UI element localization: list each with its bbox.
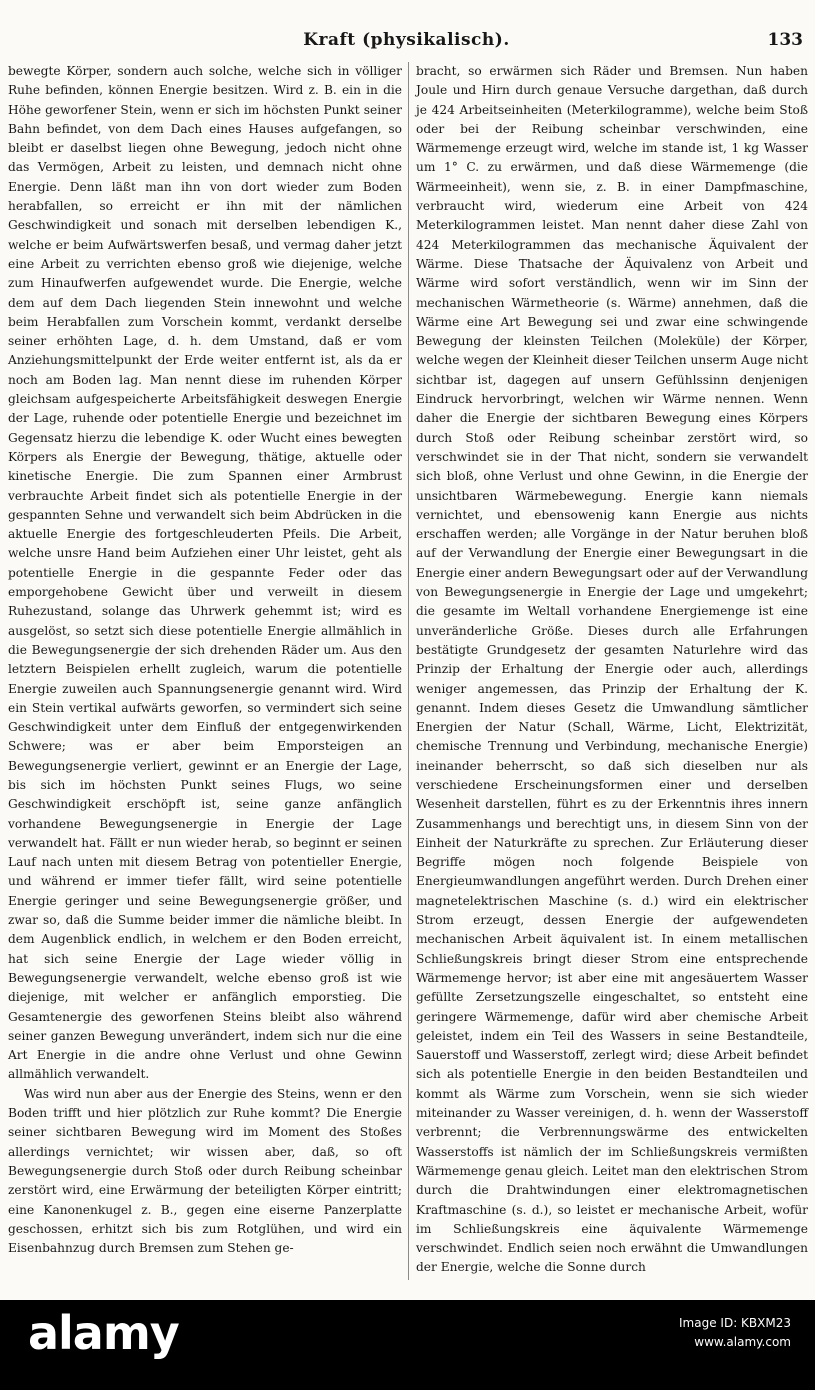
watermark-logo: alamy [28,1306,179,1360]
column-divider [408,62,409,1280]
paragraph: bracht, so erwärmen sich Räder und Bremsen. Nun haben Joule und Hirn durch genaue Versuche dargethan, daß durch je 424 Arbeitseinheiten (Meterkilogramme), welche beim Stoß oder bei der Reibung scheinbar verschwinden, eine Wärmemenge erzeugt wird, welche im stande ist, 1 kg Wasser um 1° C. zu erwärmen, und daß diese Wärmemenge (die Wärmeeinheit), wenn sie, z. B. in einer Dampfmaschine, verbraucht wird, wiederum eine Arbeit von 424 Meterkilogrammen leistet. Man nennt daher diese Zahl von 424 Meterkilogrammen das mechanische Äquivalent der Wärme. Diese Thatsache der Äquivalenz von Arbeit und Wärme wird sofort verständlich, wenn wir im Sinn der mechanischen Wärmetheorie (s. Wärme) annehmen, daß die Wärme eine Art Bewegung sei und zwar eine schwingende Bewegung der kleinsten Teilchen (Moleküle) der Körper, welche wegen der Kleinheit dieser Teilchen unserm Auge nicht sichtbar ist, dagegen auf unsern Gefühlssinn denjenigen Eindruck hervorbringt, welchen wir Wärme nennen. Wenn daher die Energie der sichtbaren Bewegung eines Körpers durch Stoß oder Reibung scheinbar zerstört wird, so verschwindet sie in der That nicht, sondern sie verwandelt sich bloß, ohne Verlust und ohne Gewinn, in die Energie der unsichtbaren Wärmebewegung. Energie kann niemals vernichtet, und ebensowenig kann Energie aus nichts erschaffen werden; alle Vorgänge in der Natur beruhen bloß auf der Verwandlung der Energie einer Bewegungsart in die Energie einer andern Bewegungsart oder auf der Verwandlung von Bewegungsenergie in Energie der Lage und umgekehrt; die gesamte im Weltall vorhandene Energiemenge ist eine unveränderliche Größe. Dieses durch alle Erfahrungen bestätigte Grundgesetz der gesamten Naturlehre wird das Prinzip der Erhaltung der Energie oder auch, allerdings weniger angemessen, das Prinzip der Erhaltung der K. genannt. Indem dieses Gesetz die Umwandlung sämtlicher Energien der Natur (Schall, Wärme, Licht, Elektrizität, chemische Trennung und Verbindung, mechanische Energie) ineinander beherrscht, so daß sich dieselben nur als verschiedene Erscheinungsformen einer und derselben Wesenheit darstellen, führt es zu der Erkenntnis ihres innern Zusammenhangs und berechtigt uns, in diesem Sinn von der Einheit der Naturkräfte zu sprechen. Zur Erläuterung dieser Begriffe mögen noch folgende Beispiele von Energieumwandlungen angeführt werden. Durch Drehen einer magnetelektrischen Maschine (s. d.) wird ein elektrischer Strom erzeugt, dessen Energie der aufgewendeten mechanischen Arbeit äquivalent ist. In einem metallischen Schließungskreis bringt dieser Strom eine entsprechende Wärmemenge hervor; ist aber eine mit angesäuertem Wasser gefüllte Zersetzungszelle eingeschaltet, so entsteht eine geringere Wärmemenge, dafür wird aber chemische Arbeit geleistet, indem ein Teil des Wassers in seine Bestandteile, Sauerstoff und Wasserstoff, zerlegt wird; diese Arbeit befindet sich als potentielle Energie in den beiden Bestandteilen und kommt als Wärme zum Vorschein, wenn sie sich wieder miteinander zu Wasser vereinigen, d. h. wenn der Wasserstoff verbrennt; die Verbrennungswärme des entwickelten Wasserstoffs ist nämlich der im Schließungskreis vermißten Wärmemenge genau gleich. Leitet man den elektrischen Strom durch die Drahtwindungen einer elektromagnetischen Kraftmaschine (s. d.), so leistet er mechanische Arbeit, wofür im Schließungskreis eine äquivalente Wärmemenge verschwindet. Endlich seien noch erwähnt die Umwandlungen der Energie, welche die Sonne durch [416,64,808,1275]
image-id: Image ID: KBXM23 [679,1316,791,1330]
page-number: 133 [767,30,803,50]
left-column [8,62,402,1258]
paragraph: bewegte Körper, sondern auch solche, welche sich in völliger Ruhe befinden, können Energie besitzen. Wird z. B. ein in die Höhe geworfener Stein, wenn er sich im höchsten Punkt seiner Bahn befindet, von dem Dach eines Hauses aufgefangen, so bleibt er daselbst liegen ohne Bewegung, jedoch nicht ohne das Vermögen, Arbeit zu leisten, und demnach nicht ohne Energie. Denn läßt man ihn von dort wieder zum Boden herabfallen, so erreicht er ihn mit der nämlichen Geschwindigkeit und sonach mit derselben lebendigen K., welche er beim Aufwärtswerfen besaß, und vermag daher jetzt eine Arbeit zu verrichten ebenso groß wie diejenige, welche zum Hinaufwerfen aufgewendet wurde. Die Energie, welche dem auf dem Dach liegenden Stein innewohnt und welche beim Herabfallen zum Vorschein kommt, verdankt derselbe seiner erhöhten Lage, d. h. dem Umstand, daß er vom Anziehungsmittelpunkt der Erde weiter entfernt ist, als da er noch am Boden lag. Man nennt diese im ruhenden Körper gleichsam aufgespeicherte Arbeitsfähigkeit deswegen Energie der Lage, ruhende oder potentielle Energie und bezeichnet im Gegensatz hierzu die lebendige K. oder Wucht eines bewegten Körpers als Energie der Bewegung, thätige, aktuelle oder kinetische Energie. Die zum Spannen einer Armbrust verbrauchte Arbeit findet sich als potentielle Energie in der gespannten Sehne und verwandelt sich beim Abdrücken in die aktuelle Energie des fortgeschleuderten Pfeils. Die Arbeit, welche unsre Hand beim Aufziehen einer Uhr leistet, geht als potentielle Energie in die gespannte Feder oder das emporgehobene Gewicht über und verweilt in diesem Ruhezustand, solange das Uhrwerk gehemmt ist; wird es ausgelöst, so setzt sich diese potentielle Energie allmählich in die Bewegungsenergie der sich drehenden Räder um. Aus den letztern Beispielen erhellt zugleich, warum die potentielle Energie zuweilen auch Spannungsenergie genannt wird. Wird ein Stein vertikal aufwärts geworfen, so vermindert sich seine Geschwindigkeit unter dem Einfluß der entgegenwirkenden Schwere; was er aber beim Emporsteigen an Bewegungsenergie verliert, gewinnt er an Energie der Lage, bis sich im höchsten Punkt seines Flugs, wo seine Geschwindigkeit erschöpft ist, seine ganze anfänglich vorhandene Bewegungsenergie in Energie der Lage verwandelt hat. Fällt er nun wieder herab, so beginnt er seinen Lauf nach unten mit diesem Betrag von potentieller Energie, und während er immer tiefer fällt, wird seine potentielle Energie geringer und seine Bewegungsenergie größer, und zwar so, daß die Summe beider immer die nämliche bleibt. In dem Augenblick endlich, in welchem er den Boden erreicht, hat sich seine Energie der Lage wieder völlig in Bewegungsenergie verwandelt, welche ebenso groß ist wie diejenige, mit welcher er anfänglich emporstieg. Die Gesamtenergie des geworfenen Steins bleibt also während seiner ganzen Bewegung unverändert, indem sich nur die eine Art Energie in die andre ohne Verlust und ohne Gewinn allmählich verwandelt. [8,64,402,1082]
running-title: Kraft (physikalisch). [303,30,510,50]
site-url: www.alamy.com [694,1335,791,1349]
watermark-bar [0,1300,815,1390]
right-column [416,62,808,1278]
page-header [10,30,803,56]
watermark-info [679,1314,791,1352]
paragraph: Was wird nun aber aus der Energie des Steins, wenn er den Boden trifft und hier plötzlich zur Ruhe kommt? Die Energie seiner sichtbaren Bewegung wird im Moment des Stoßes allerdings vernichtet; wir wissen aber, daß, so oft Bewegungsenergie durch Stoß oder durch Reibung scheinbar zerstört wird, eine Erwärmung der beteiligten Körper eintritt; eine Kanonenkugel z. B., gegen eine eiserne Panzerplatte geschossen, erhitzt sich bis zum Rotglühen, und wird ein Eisenbahnzug durch Bremsen zum Stehen ge- [8,1086,402,1256]
